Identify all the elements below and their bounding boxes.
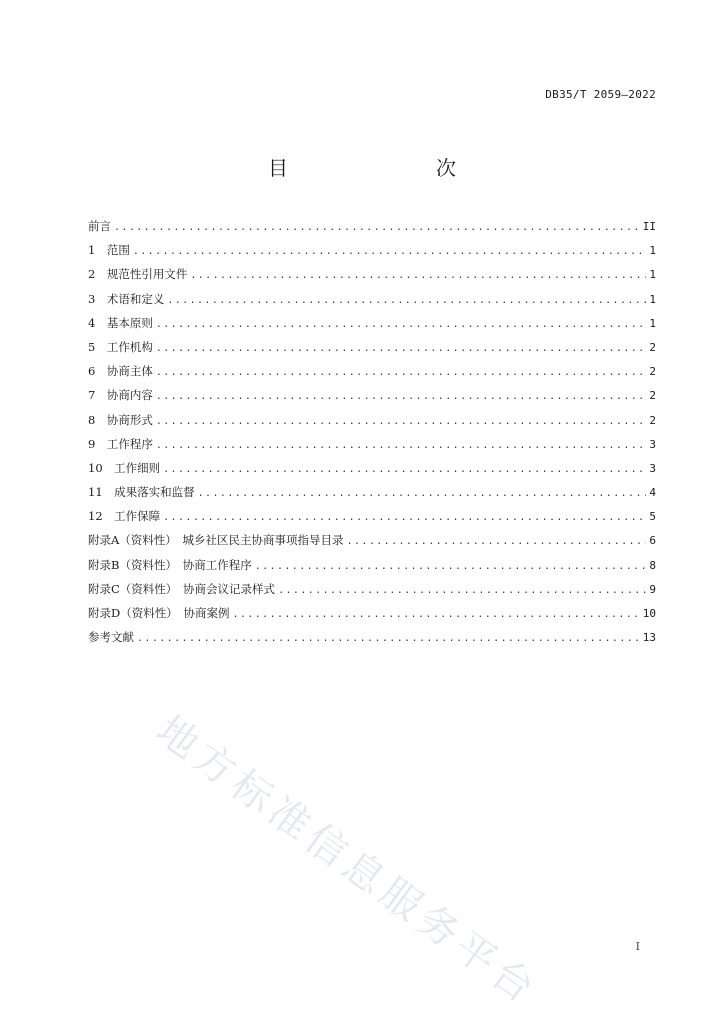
toc-entry[interactable] [88,412,656,436]
toc-entry-label: 10 工作细则 [88,460,161,475]
toc-dot-leader [137,633,640,644]
toc-dot-leader [156,416,647,427]
toc-entry-label: 附录D（资料性） 协商案例 [88,606,230,620]
toc-entry[interactable] [88,484,656,508]
toc-entry-page: 1 [649,316,656,330]
toc-dot-leader [232,609,639,620]
toc-entry[interactable] [88,218,656,242]
document-code: DB35/T 2059—2022 [545,88,656,101]
toc-entry-page: II [642,220,656,233]
toc-dot-leader [167,295,646,306]
toc-entry-label: 7 协商内容 [88,388,153,403]
toc-entry-label: 8 协商形式 [88,412,153,427]
toc-entry-label: 3 术语和定义 [88,291,165,306]
toc-entry-page: 8 [649,558,656,572]
toc-entry[interactable] [88,315,656,339]
toc-dot-leader [198,488,647,499]
toc-entry[interactable] [88,387,656,411]
toc-entry-page: 4 [649,486,656,500]
toc-entry[interactable] [88,581,656,605]
toc-entry[interactable] [88,557,656,581]
toc-entry-label: 2 规范性引用文件 [88,267,188,282]
toc-dot-leader [114,222,640,233]
toc-entry-page: 10 [642,607,656,620]
toc-entry-page: 5 [649,510,656,524]
toc-dot-leader [156,319,647,330]
toc-entry-page: 2 [649,389,656,403]
toc-entry[interactable] [88,460,656,484]
toc-entry[interactable] [88,629,656,653]
toc-entry[interactable] [88,605,656,629]
toc-entry[interactable] [88,532,656,556]
watermark: 地方标准信息服务平台 [147,707,547,1015]
toc-entry-label: 参考文献 [88,630,134,645]
toc-dot-leader [156,343,647,354]
toc-entry-label: 9 工作程序 [88,436,153,451]
toc-entry-label: 附录B（资料性） 协商工作程序 [88,557,252,572]
toc-entry-page: 2 [649,340,656,354]
toc-entry-label: 附录A（资料性） 城乡社区民主协商事项指导目录 [88,533,344,548]
toc-dot-leader [190,270,646,281]
page-number: I [635,940,640,953]
toc-entry-page: 1 [649,292,656,306]
toc-title: 目 次 [268,156,492,180]
toc-dot-leader [163,464,646,475]
toc-entry-label: 4 基本原则 [88,315,153,330]
toc-entry-label: 1 范围 [88,243,130,258]
toc-entry-label: 前言 [88,219,111,233]
table-of-contents [88,218,656,653]
toc-entry-page: 13 [642,631,656,645]
toc-dot-leader [163,512,646,523]
toc-entry-page: 3 [649,461,656,475]
toc-entry[interactable] [88,339,656,363]
toc-entry[interactable] [88,291,656,315]
toc-dot-leader [156,391,647,402]
toc-entry[interactable] [88,363,656,387]
toc-dot-leader [156,440,647,451]
toc-entry-label: 11 成果落实和监督 [88,485,195,500]
toc-entry[interactable] [88,436,656,460]
toc-entry-label: 5 工作机构 [88,339,153,354]
toc-entry-page: 2 [649,413,656,427]
toc-entry-page: 1 [649,244,656,258]
toc-dot-leader [347,536,647,547]
toc-entry[interactable] [88,508,656,532]
toc-dot-leader [156,367,647,378]
toc-entry-label: 附录C（资料性） 协商会议记录样式 [88,581,276,596]
toc-entry[interactable] [88,242,656,266]
toc-entry-page: 2 [649,365,656,379]
toc-entry-page: 1 [649,268,656,282]
toc-entry-page: 3 [649,437,656,451]
toc-entry[interactable] [88,266,656,290]
toc-dot-leader [278,585,646,596]
toc-entry-label: 6 协商主体 [88,364,153,379]
toc-entry-page: 6 [649,534,656,548]
toc-entry-label: 12 工作保障 [88,509,161,524]
toc-dot-leader [255,561,647,572]
toc-entry-page: 9 [649,582,656,596]
toc-dot-leader [133,246,647,257]
